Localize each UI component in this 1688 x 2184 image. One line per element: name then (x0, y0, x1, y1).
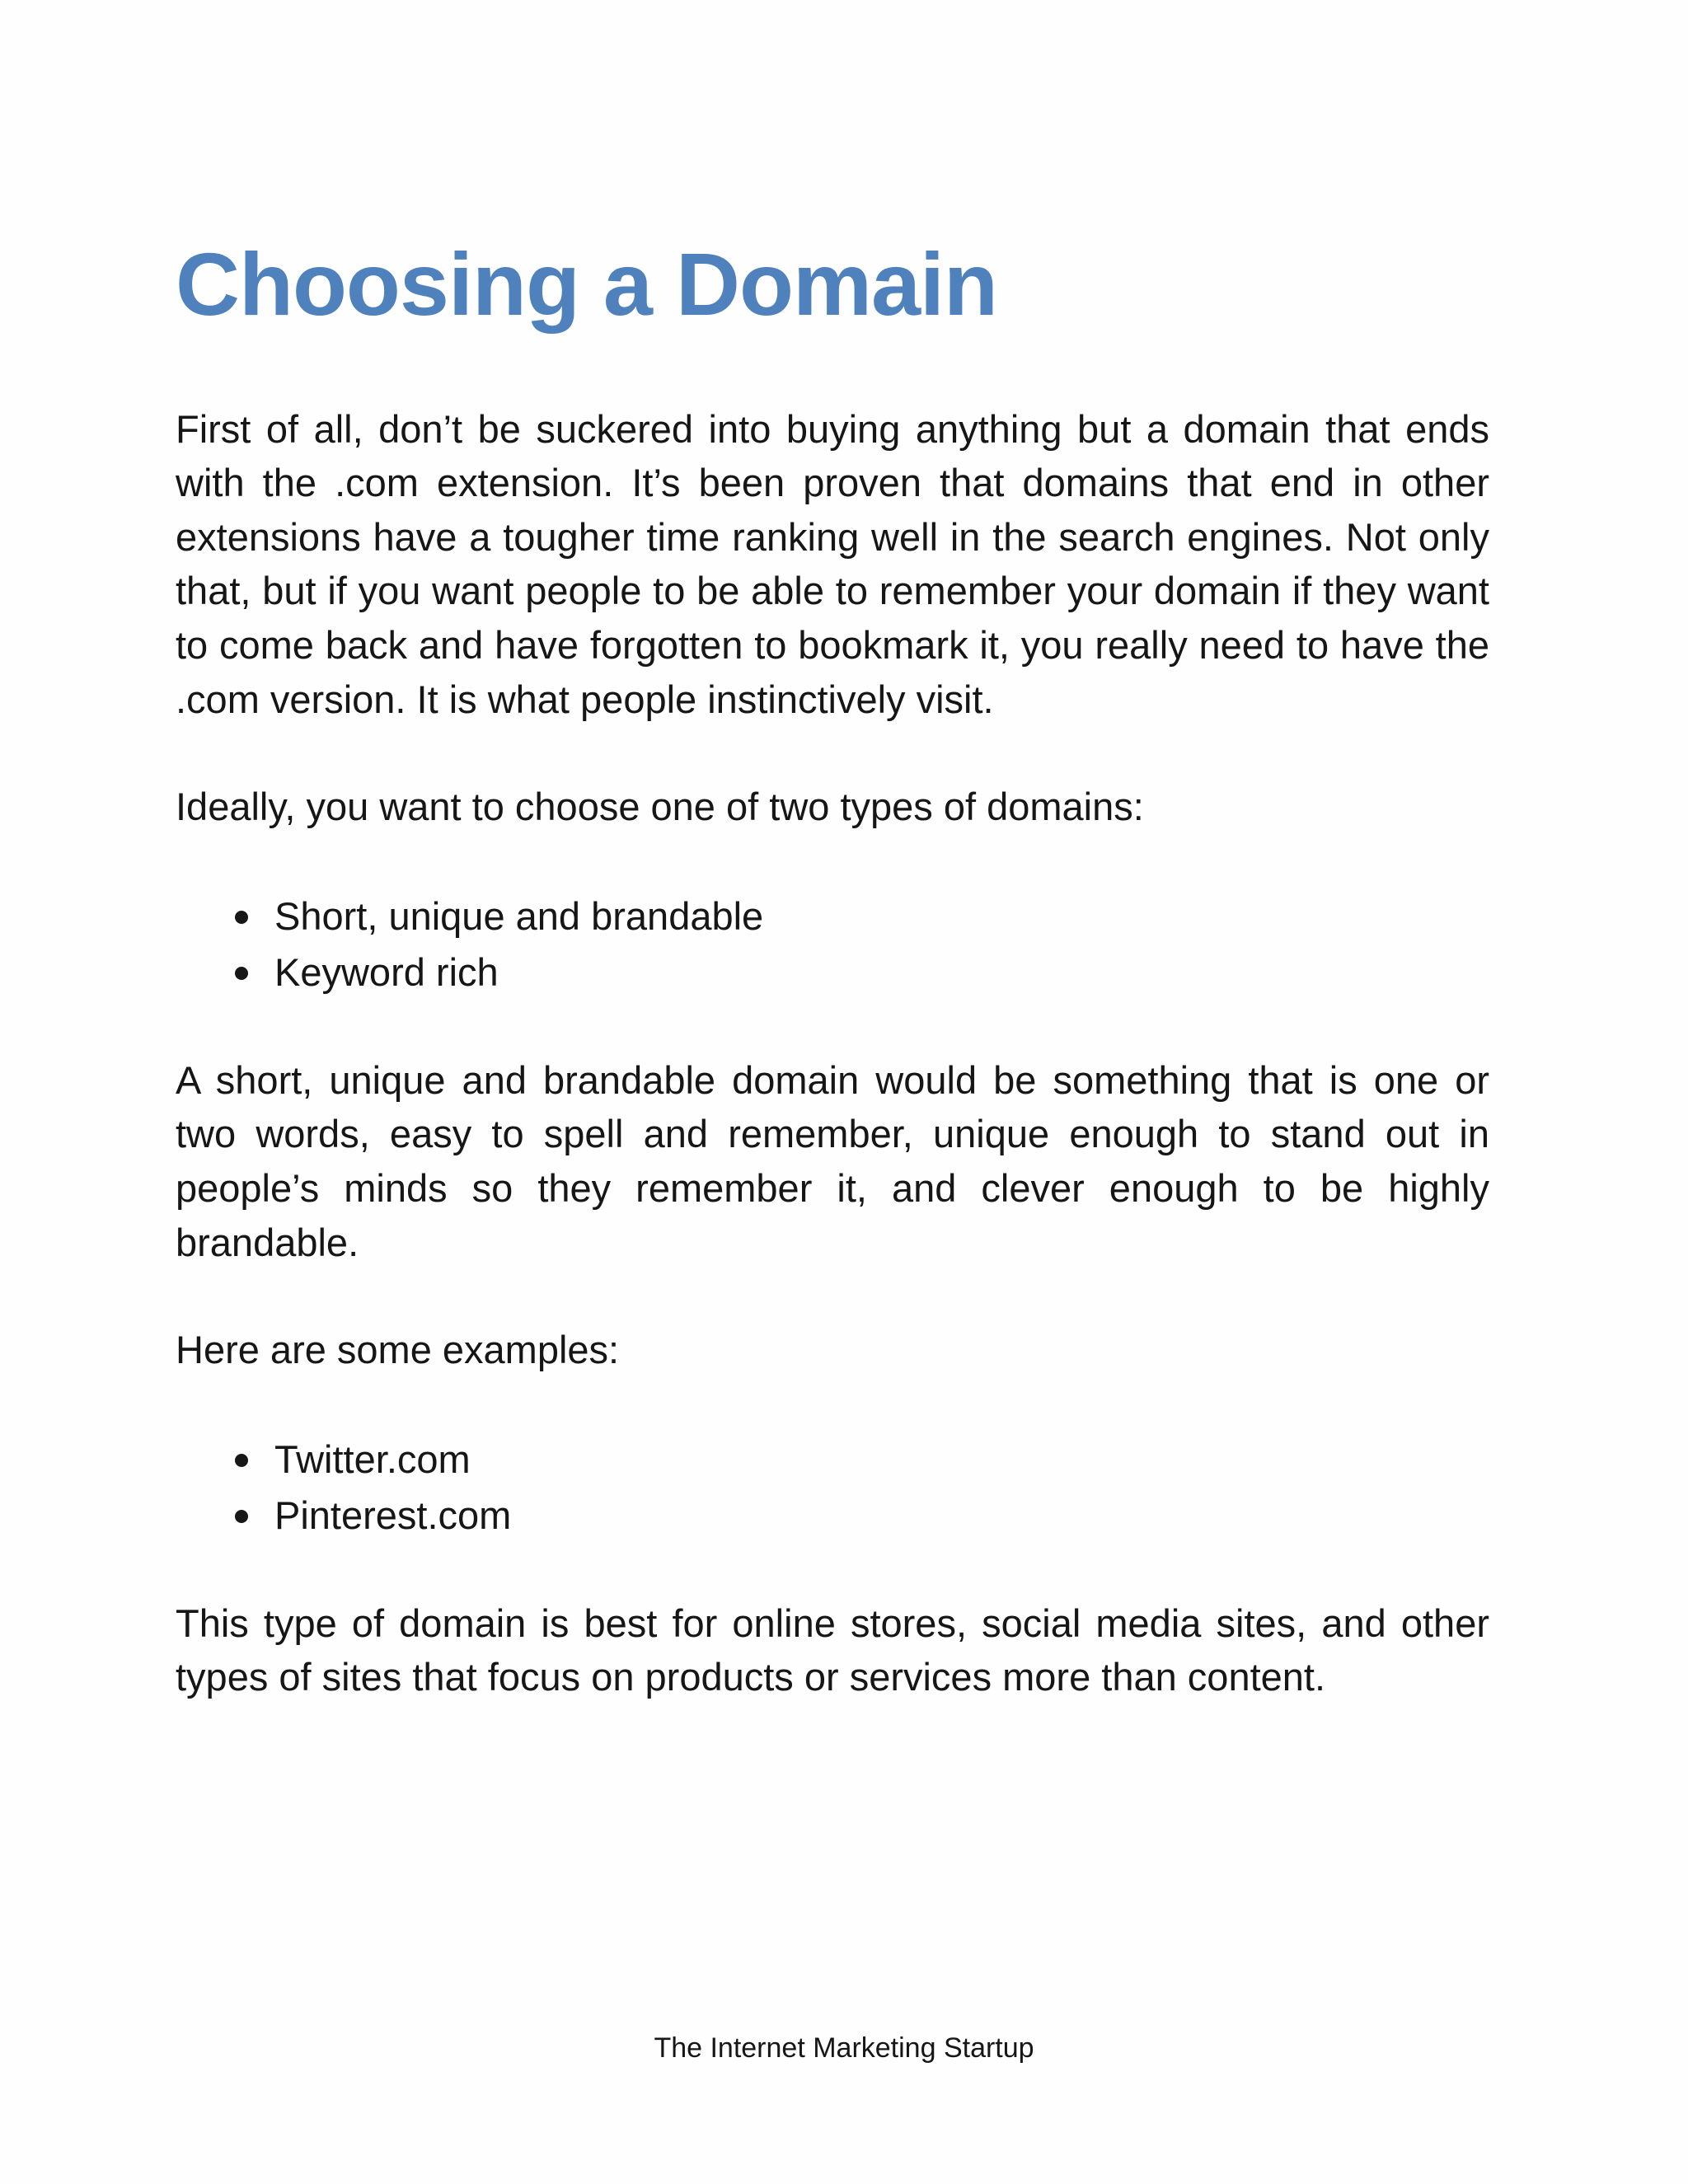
best-for-paragraph: This type of domain is best for online stores, social media sites, and other types of sites that focus on products or services more than content. (176, 1601, 1489, 1699)
intro-paragraph: First of all, don’t be suckered into buying anything but a domain that ends with the .com extension. It’s been proven that domains that end in other extensions have a tougher time ranking well in the search engines. Not only that, but if you want people to be able to remember your domain if they want to come back and have forgotten to bookmark it, you really need to have the .com version. It is what people instinctively visit. (176, 406, 1489, 721)
domain-types-list (176, 888, 1489, 1001)
page-title: Choosing a Domain (176, 234, 998, 334)
list-item (176, 888, 1489, 944)
page-content (176, 231, 1489, 1704)
list-item-label: Twitter.com (274, 1436, 471, 1481)
bullet-icon (235, 911, 248, 924)
bullet-icon (235, 967, 248, 980)
examples-list (176, 1432, 1489, 1544)
list-item (176, 1488, 1489, 1544)
list-item (176, 1432, 1489, 1488)
domain-types-intro: Ideally, you want to choose one of two types of domains: (176, 785, 1144, 829)
bullet-icon (235, 1510, 248, 1523)
page-footer: The Internet Marketing Startup (654, 2032, 1034, 2064)
list-item-label: Short, unique and brandable (274, 893, 764, 938)
list-item-label: Keyword rich (274, 949, 499, 994)
list-item (176, 944, 1489, 1001)
bullet-icon (235, 1454, 248, 1467)
examples-intro: Here are some examples: (176, 1328, 620, 1372)
brandable-description-paragraph: A short, unique and brandable domain would be something that is one or two words, easy to spell and remember, unique enough to stand out in people’s minds so they remember it, and clever enough to be highly brandable. (176, 1057, 1489, 1264)
list-item-label: Pinterest.com (274, 1493, 512, 1537)
